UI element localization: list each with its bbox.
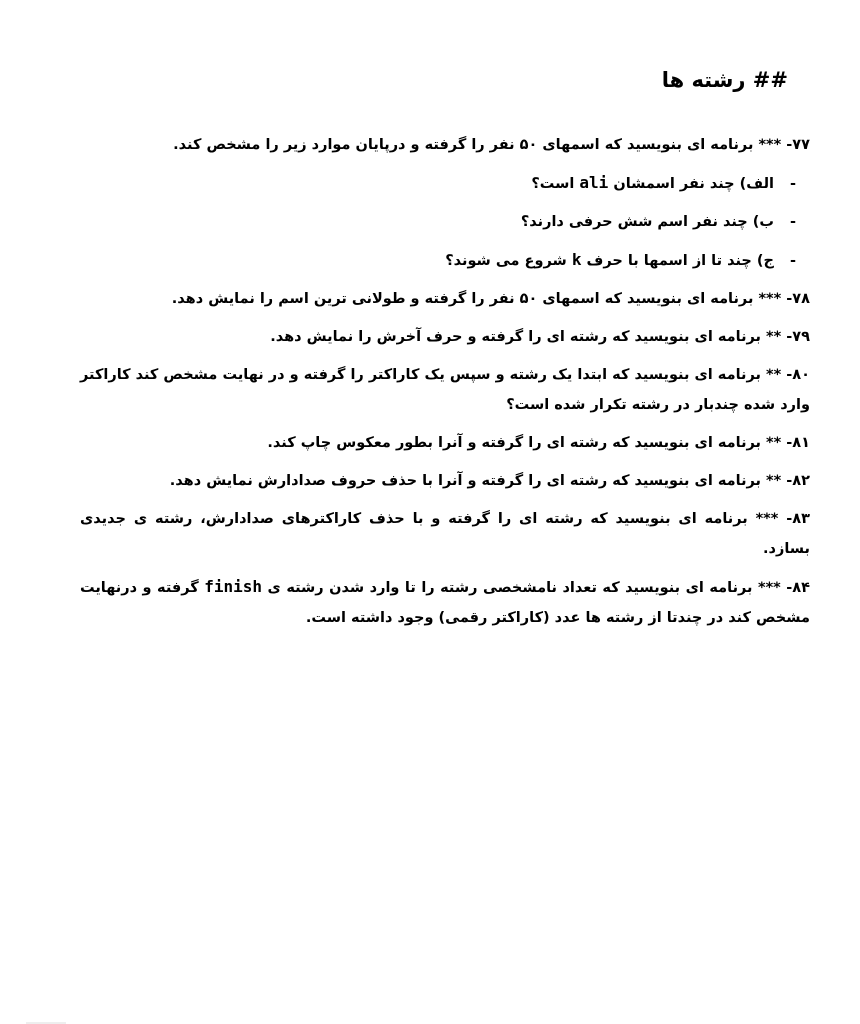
exercise-text: برنامه ای بنویسید که رشته ای را گرفته و با حذف کاراکترهای صدادارش، رشته ی جدیدی بسازد. — [80, 511, 810, 557]
difficulty-stars: ** — [766, 473, 782, 489]
exercise-text: برنامه ای بنویسید که تعداد نامشخصی رشته را تا وارد شدن رشته ی — [262, 580, 758, 596]
exercise-text: برنامه ای بنویسید که رشته ای را گرفته و آنرا بطور معکوس چاپ کند. — [267, 435, 767, 451]
inline-code: finish — [204, 577, 263, 596]
difficulty-stars: ** — [766, 367, 782, 383]
inline-code: ali — [579, 173, 609, 192]
exercise-text: برنامه ای بنویسید که رشته ای را گرفته و حرف آخرش را نمایش دهد. — [270, 329, 767, 345]
sub-item-text: ب) چند نفر اسم شش حرفی دارند؟ — [520, 214, 774, 230]
exercise-text: برنامه ای بنویسید که اسمهای ۵۰ نفر را گرفته و درپایان موارد زیر را مشخص کند. — [173, 137, 759, 153]
sub-item-a — [80, 168, 810, 199]
exercise-78 — [80, 284, 810, 314]
exercise-77 — [80, 130, 810, 160]
sub-item-text: است؟ — [531, 176, 580, 192]
difficulty-stars: ** — [766, 329, 782, 345]
exercise-text: برنامه ای بنویسید که ابتدا یک رشته و سپس یک کاراکتر را گرفته و در نهایت مشخص کند کاراکتر وارد شده چندبار در رشته تکرار شده است؟ — [80, 367, 810, 413]
exercise-number: ۷۸- — [786, 291, 810, 307]
section-heading: ## رشته ها — [661, 68, 788, 92]
sub-item-text: الف) چند نفر اسمشان — [608, 176, 774, 192]
exercise-text: برنامه ای بنویسید که اسمهای ۵۰ نفر را گرفته و طولانی ترین اسم را نمایش دهد. — [171, 291, 759, 307]
sub-item-text: شروع می شوند؟ — [445, 253, 572, 269]
exercise-text: برنامه ای بنویسید که رشته ای را گرفته و آنرا با حذف حروف صدادارش نمایش دهد. — [169, 473, 767, 489]
exercise-number: ۸۱- — [786, 435, 810, 451]
exercise-84 — [80, 572, 810, 633]
sub-item-b — [80, 207, 810, 237]
bullet-dash: - — [789, 214, 796, 230]
exercise-81 — [80, 428, 810, 458]
difficulty-stars: *** — [758, 291, 782, 307]
exercise-83 — [80, 504, 810, 564]
bullet-dash: - — [789, 253, 796, 269]
exercise-list — [80, 130, 810, 641]
exercise-number: ۷۹- — [786, 329, 810, 345]
bullet-dash: - — [789, 176, 796, 192]
inline-code: k — [571, 250, 582, 269]
exercise-82 — [80, 466, 810, 496]
exercise-number: ۸۰- — [786, 367, 810, 383]
sub-item-text: ج) چند تا از اسمها با حرف — [581, 253, 774, 269]
difficulty-stars: *** — [755, 511, 779, 527]
sub-item-c — [80, 245, 810, 276]
difficulty-stars: *** — [757, 580, 781, 596]
exercise-number: ۸۴- — [786, 580, 810, 596]
exercise-text: گرفته و درنهایت مشخص کند در چندتا از رشته ها عدد (کاراکتر رقمی) وجود داشته است. — [80, 580, 810, 626]
exercise-79 — [80, 322, 810, 352]
exercise-number: ۸۳- — [786, 511, 810, 527]
difficulty-stars: *** — [758, 137, 782, 153]
exercise-80 — [80, 360, 810, 420]
exercise-number: ۷۷- — [786, 137, 810, 153]
exercise-number: ۸۲- — [786, 473, 810, 489]
difficulty-stars: ** — [766, 435, 782, 451]
